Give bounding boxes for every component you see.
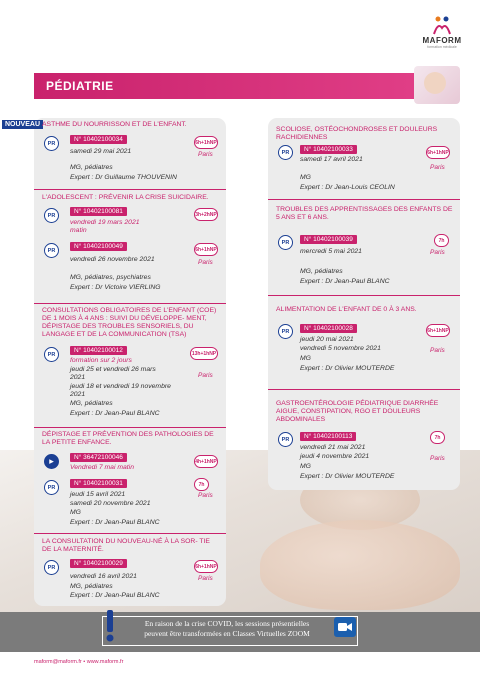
- logo-tagline: formation médicale: [427, 45, 457, 49]
- session-date: jeudi 20 mai 2021: [300, 336, 354, 343]
- nouveau-badge: NOUVEAU: [2, 120, 43, 129]
- duration-icon: 3h+2hNP: [194, 208, 218, 221]
- public: MG, pédiatres: [70, 164, 113, 171]
- session-date: Vendredi 7 mai matin: [70, 464, 134, 471]
- session-city: Paris: [430, 164, 445, 171]
- session-code[interactable]: N° 10402100033: [300, 145, 357, 154]
- session-city: Paris: [198, 372, 213, 379]
- covid-line-2: peuvent être transformées en Classes Virtuelles ZOOM: [144, 629, 310, 638]
- expert: Expert : Dr Jean-Paul BLANC: [70, 519, 160, 526]
- pr-icon: PR: [278, 432, 293, 447]
- session-date: vendredi 5 novembre 2021: [300, 345, 381, 352]
- expert: Expert : Dr Jean-Louis CEOLIN: [300, 184, 395, 191]
- session-format: formation sur 2 jours: [70, 357, 132, 364]
- session-date: jeudi 18 et vendredi 19 novembre: [70, 383, 171, 390]
- session-year: 2021: [70, 391, 86, 398]
- session-code[interactable]: N° 10402100034: [70, 135, 127, 144]
- session-date: jeudi 25 et vendredi 26 mars: [70, 366, 156, 373]
- session-date: samedi 29 mai 2021: [70, 148, 132, 155]
- session-code[interactable]: N° 10402100081: [70, 207, 127, 216]
- session-date: samedi 17 avril 2021: [300, 156, 363, 163]
- duration-icon: 6h+1hNP: [426, 324, 450, 337]
- virtual-class-icon: ▶: [44, 454, 59, 469]
- logo-people-icon: [431, 14, 453, 36]
- session-code[interactable]: N° 10402100028: [300, 324, 357, 333]
- session-date: vendredi 16 avril 2021: [70, 573, 137, 580]
- duration-icon: 7h: [430, 431, 445, 444]
- expert: Expert : Dr Olivier MOUTERDE: [300, 473, 395, 480]
- session-city: Paris: [198, 492, 213, 499]
- course-adolescent: [34, 190, 226, 304]
- header-photo: [414, 66, 460, 104]
- course-title: GASTROENTÉROLOGIE PÉDIATRIQUE DIARRHÉE AIGUE, CONSTIPATION, RGO ET DOULEURS ABDOMINALES: [276, 400, 439, 423]
- course-title: CONSULTATIONS OBLIGATOIRES DE L'ENFANT (COE) DE 1 MOIS À 4 ANS : SUIVI DU DÉVELOPPE- MENT, DÉPISTAGE DES TROUBLES SENSORIELS, DU LANGAGE ET DE LA COMMUNICATION (TSA): [42, 307, 217, 338]
- pr-icon: PR: [44, 208, 59, 223]
- course-title: DÉPISTAGE ET PRÉVENTION DES PATHOLOGIES DE LA PETITE ENFANCE.: [42, 431, 214, 446]
- session-city: Paris: [430, 347, 445, 354]
- expert: Expert : Dr Jean-Paul BLANC: [300, 278, 390, 285]
- public: MG: [70, 509, 81, 516]
- footer-contact[interactable]: maform@maform.fr • www.maform.fr: [34, 659, 124, 665]
- public: MG: [300, 174, 311, 181]
- course-alimentation: [268, 296, 460, 390]
- public: MG, pédiatres: [300, 268, 343, 275]
- public: MG, pédiatres, psychiatres: [70, 274, 151, 281]
- duration-icon: 13h+1hNP: [190, 347, 218, 360]
- duration-icon: 6h+1hNP: [194, 136, 218, 149]
- session-city: Paris: [430, 249, 445, 256]
- duration-icon: 6h+1hNP: [194, 243, 218, 256]
- duration-icon: 4h+1hNP: [194, 455, 218, 468]
- session-date: vendredi 21 mai 2021: [300, 444, 366, 451]
- session-date: vendredi 19 mars 2021: [70, 219, 140, 226]
- pr-icon: PR: [44, 136, 59, 151]
- page-title: PÉDIATRIE: [46, 79, 114, 93]
- duration-icon: 7h: [434, 234, 449, 247]
- course-coe: [34, 304, 226, 428]
- logo-brand: MAFORM: [422, 36, 462, 45]
- covid-notice-text: [112, 619, 342, 639]
- session-time: matin: [70, 227, 87, 234]
- public: MG: [300, 463, 311, 470]
- pr-icon: PR: [278, 145, 293, 160]
- session-year: 2021: [70, 374, 86, 381]
- pr-icon: PR: [44, 347, 59, 362]
- session-code[interactable]: N° 10402100012: [70, 346, 127, 355]
- pr-icon: PR: [44, 560, 59, 575]
- baby-image: [260, 520, 460, 610]
- session-city: Paris: [198, 575, 213, 582]
- duration-icon: 7h: [194, 478, 209, 491]
- course-apprentissages: [268, 200, 460, 296]
- course-title: ASTHME DU NOURRISSON ET DE L'ENFANT.: [42, 121, 187, 128]
- session-code[interactable]: N° 10402100029: [70, 559, 127, 568]
- video-camera-icon: [334, 617, 356, 637]
- course-title: L'ADOLESCENT : PRÉVENIR LA CRISE SUICIDAIRE.: [42, 194, 209, 201]
- expert: Expert : Dr Victoire VIERLING: [70, 284, 161, 291]
- duration-icon: 6h+1hNP: [426, 146, 450, 159]
- course-title: SCOLIOSE, OSTÉOCHONDROSES ET DOULEURS RACHIDIENNES: [276, 126, 438, 141]
- course-title: TROUBLES DES APPRENTISSAGES DES ENFANTS DE 5 ANS ET 6 ANS.: [276, 206, 453, 221]
- course-scoliose: [268, 118, 460, 200]
- public: MG: [300, 355, 311, 362]
- session-city: Paris: [198, 151, 213, 158]
- session-code[interactable]: N° 10402100031: [70, 479, 127, 488]
- right-column: [268, 118, 460, 490]
- session-code[interactable]: N° 10402100113: [300, 432, 356, 441]
- pr-icon: PR: [44, 243, 59, 258]
- covid-line-1: En raison de la crise COVID, les sessions présentielles: [144, 619, 310, 628]
- course-nouveau-ne: [34, 534, 226, 606]
- session-code[interactable]: N° 10402100049: [70, 242, 127, 251]
- course-title: LA CONSULTATION DU NOUVEAU-NÉ À LA SOR- TIE DE LA MATERNITÉ.: [42, 538, 210, 553]
- pr-icon: PR: [44, 480, 59, 495]
- expert: Expert : Dr Guillaume THOUVENIN: [70, 174, 177, 181]
- expert: Expert : Dr Jean-Paul BLANC: [70, 410, 160, 417]
- maform-logo: [412, 14, 472, 58]
- pr-icon: PR: [278, 324, 293, 339]
- session-date: vendredi 26 novembre 2021: [70, 256, 155, 263]
- left-column: [5, 118, 226, 606]
- session-date: mercredi 5 mai 2021: [300, 248, 362, 255]
- session-code[interactable]: N° 10402100039: [300, 235, 357, 244]
- public: MG, pédiatres: [70, 583, 113, 590]
- pr-icon: PR: [278, 235, 293, 250]
- session-city: Paris: [198, 259, 213, 266]
- duration-icon: 6h+1hNP: [194, 560, 218, 573]
- course-asthme: [5, 118, 226, 190]
- course-gastro: [268, 390, 460, 490]
- expert: Expert : Dr Olivier MOUTERDE: [300, 365, 395, 372]
- session-date: samedi 20 novembre 2021: [70, 500, 151, 507]
- session-code[interactable]: N° 36472100046: [70, 453, 127, 462]
- expert: Expert : Dr Jean-Paul BLANC: [70, 592, 160, 599]
- course-depistage: [34, 428, 226, 534]
- session-city: Paris: [430, 455, 445, 462]
- section-header-bar: [34, 73, 414, 99]
- session-date: jeudi 15 avril 2021: [70, 491, 126, 498]
- session-date: jeudi 4 novembre 2021: [300, 453, 370, 460]
- public: MG, pédiatres: [70, 400, 113, 407]
- course-title: ALIMENTATION DE L'ENFANT DE 0 À 3 ANS.: [276, 306, 417, 313]
